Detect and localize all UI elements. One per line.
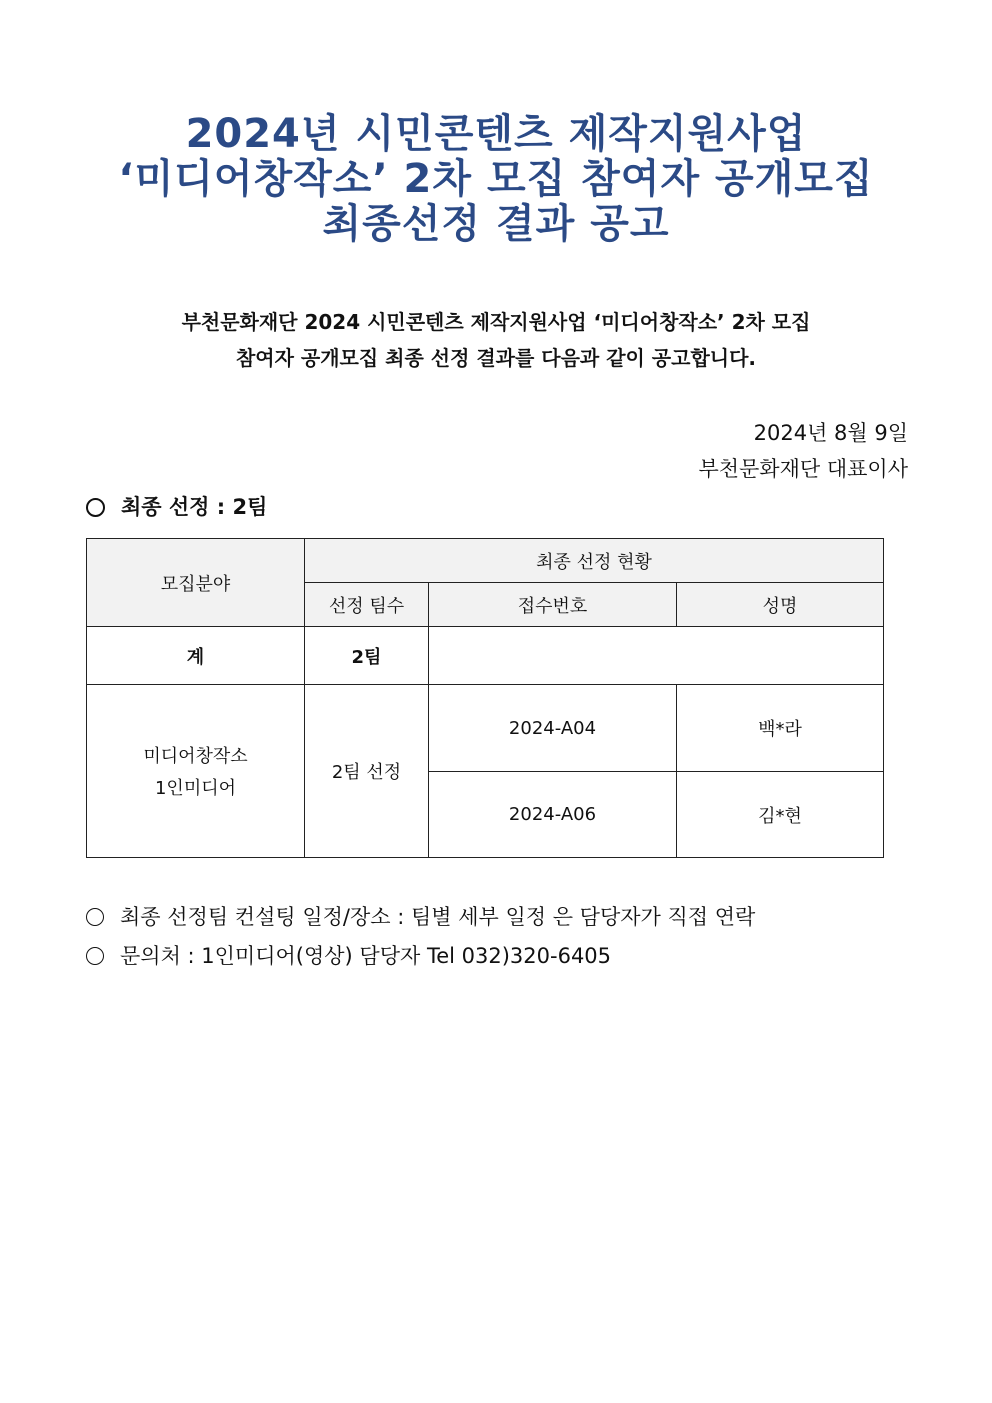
table-header-row	[87, 539, 884, 583]
selection-result-table	[86, 538, 884, 858]
title-line-3: 최종선정 결과 공고	[322, 201, 670, 247]
category-count: 2팀 선정	[305, 685, 429, 858]
category-field-line-2: 1인미디어	[154, 778, 236, 799]
header-status-group: 최종 선정 현황	[305, 539, 884, 583]
category-field	[87, 685, 305, 858]
total-label: 계	[87, 627, 305, 685]
table-row	[87, 685, 884, 772]
table-row-total	[87, 627, 884, 685]
header-field: 모집분야	[87, 539, 305, 627]
contact-note	[86, 941, 611, 971]
title-line-1: 2024년 시민콘텐츠 제작지원사업	[185, 111, 807, 157]
total-empty-cell	[429, 627, 884, 685]
intro-paragraph	[0, 304, 992, 376]
final-selection-heading	[86, 492, 267, 522]
name-cell: 김*현	[677, 772, 884, 858]
notice-title	[0, 112, 992, 247]
receipt-no-cell: 2024-A04	[429, 685, 677, 772]
intro-line-1: 부천문화재단 2024 시민콘텐츠 제작지원사업 ‘미디어창작소’ 2차 모집	[181, 310, 811, 334]
header-name: 성명	[677, 583, 884, 627]
consulting-note	[86, 902, 755, 932]
circle-bullet-icon	[86, 908, 104, 926]
announcement-date: 2024년 8월 9일	[753, 421, 908, 445]
receipt-no-cell: 2024-A06	[429, 772, 677, 858]
final-selection-text: 최종 선정 : 2팀	[121, 495, 268, 519]
date-block	[698, 415, 908, 487]
contact-text: 문의처 : 1인미디어(영상) 담당자 Tel 032)320-6405	[120, 944, 612, 968]
header-receipt-no: 접수번호	[429, 583, 677, 627]
circle-bullet-icon	[86, 498, 105, 517]
total-count: 2팀	[305, 627, 429, 685]
header-team-count: 선정 팀수	[305, 583, 429, 627]
issuer: 부천문화재단 대표이사	[698, 457, 908, 481]
name-cell: 백*라	[677, 685, 884, 772]
title-line-2: ‘미디어창작소’ 2차 모집 참여자 공개모집	[118, 156, 874, 202]
circle-bullet-icon	[86, 947, 104, 965]
category-field-line-1: 미디어창작소	[143, 746, 248, 767]
intro-line-2: 참여자 공개모집 최종 선정 결과를 다음과 같이 공고합니다.	[235, 346, 757, 370]
consulting-text: 최종 선정팀 컨설팅 일정/장소 : 팀별 세부 일정 은 담당자가 직접 연락	[120, 905, 756, 929]
